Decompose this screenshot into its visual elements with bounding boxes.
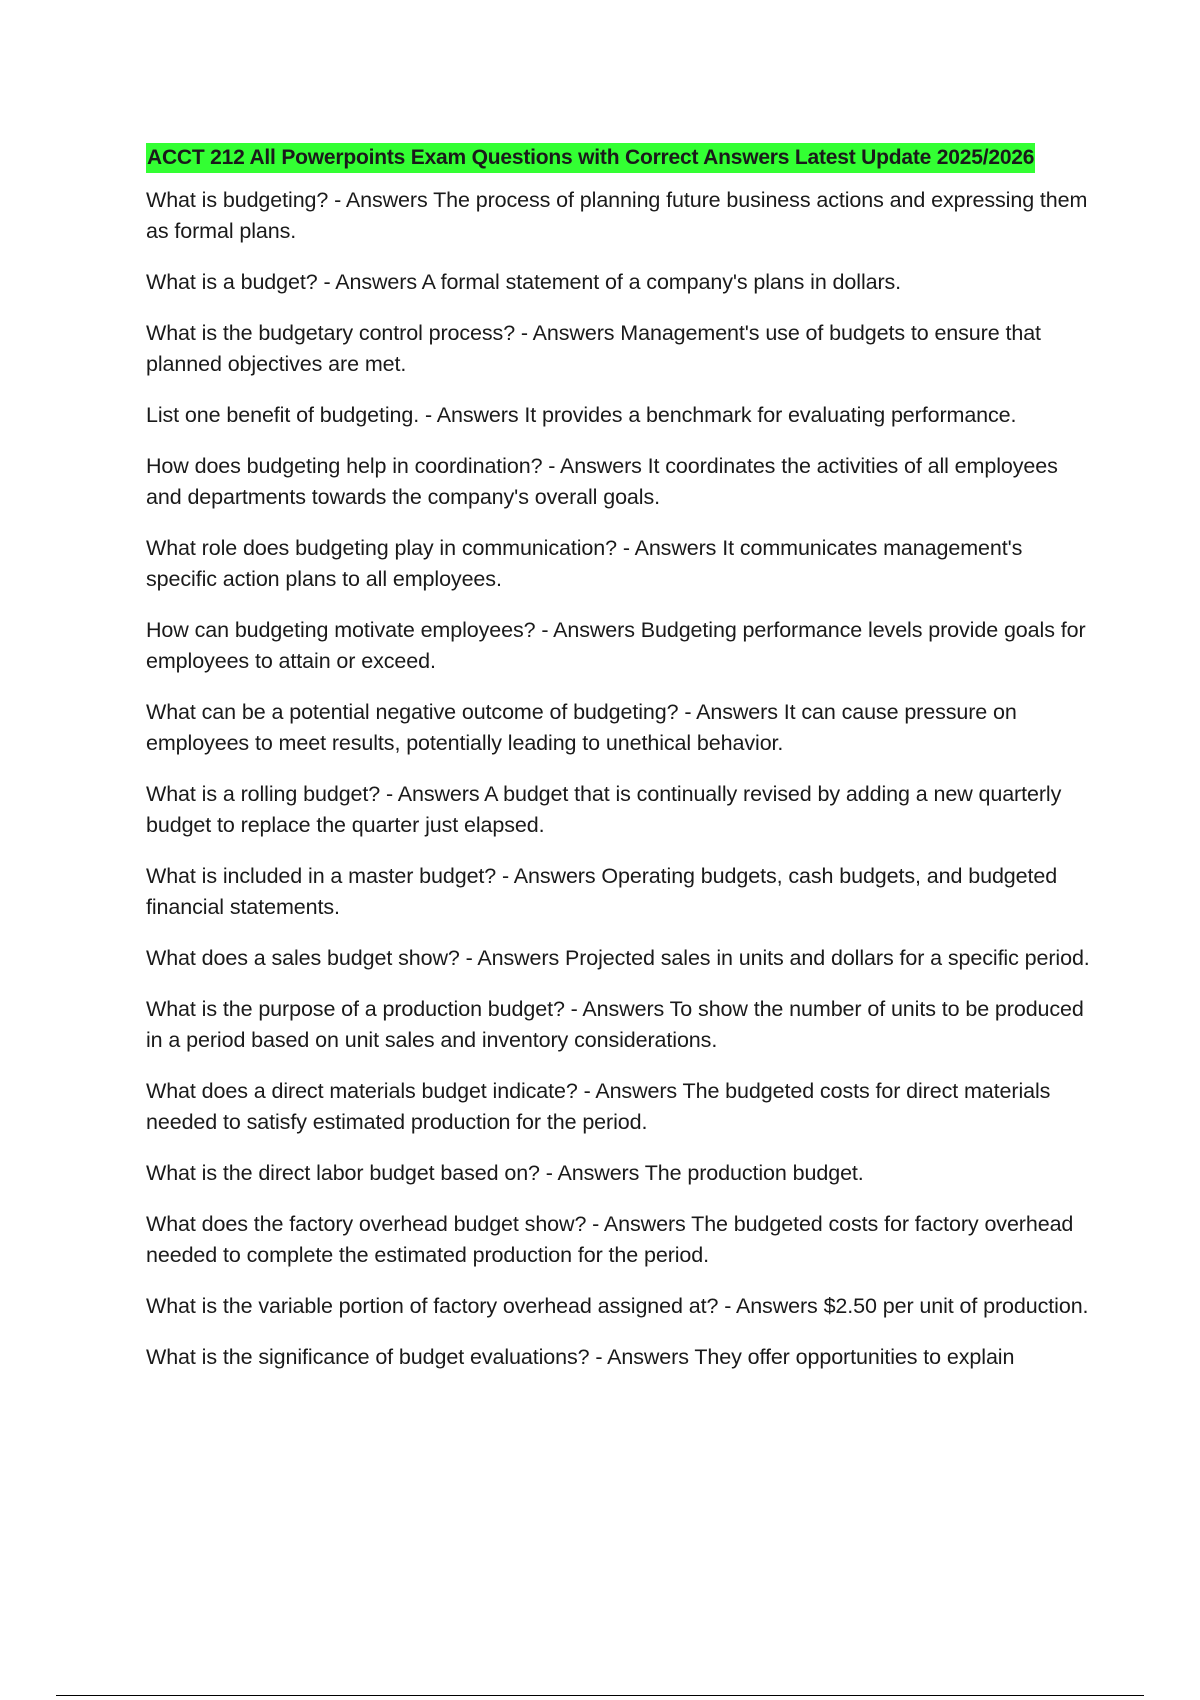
document-content [146,143,1096,1393]
qa-item: What is budgeting? - Answers The process of planning future business actions and expressing them as formal plans. [146,188,1088,243]
qa-item: What can be a potential negative outcome of budgeting? - Answers It can cause pressure on employees to meet results, potentially leading to unethical behavior. [146,700,1017,755]
qa-item: How can budgeting motivate employees? - Answers Budgeting performance levels provide goals for employees to attain or exceed. [146,618,1086,673]
qa-item: List one benefit of budgeting. - Answers It provides a benchmark for evaluating performance. [146,403,1017,427]
qa-item: What role does budgeting play in communication? - Answers It communicates management's specific action plans to all employees. [146,536,1023,591]
qa-item: What is the budgetary control process? - Answers Management's use of budgets to ensure that planned objectives are met. [146,321,1041,376]
qa-item: What is the purpose of a production budget? - Answers To show the number of units to be produced in a period based on unit sales and inventory considerations. [146,997,1084,1052]
qa-item: What is a budget? - Answers A formal statement of a company's plans in dollars. [146,270,902,294]
qa-item: What is included in a master budget? - Answers Operating budgets, cash budgets, and budgeted financial statements. [146,864,1058,919]
qa-item: How does budgeting help in coordination? - Answers It coordinates the activities of all employees and departments towards the company's overall goals. [146,454,1058,509]
qa-item: What does a sales budget show? - Answers Projected sales in units and dollars for a specific period. [146,946,1090,970]
qa-item: What is a rolling budget? - Answers A budget that is continually revised by adding a new quarterly budget to replace the quarter just elapsed. [146,782,1062,837]
qa-item: What is the significance of budget evaluations? - Answers They offer opportunities to explain [146,1345,1015,1369]
document-title: ACCT 212 All Powerpoints Exam Questions with Correct Answers Latest Update 2025/2026 [146,143,1035,173]
qa-item: What is the variable portion of factory overhead assigned at? - Answers $2.50 per unit of production. [146,1294,1089,1318]
qa-item: What does a direct materials budget indicate? - Answers The budgeted costs for direct materials needed to satisfy estimated production for the period. [146,1079,1051,1134]
qa-item: What does the factory overhead budget show? - Answers The budgeted costs for factory overhead needed to complete the estimated production for the period. [146,1212,1074,1267]
footer-divider [56,1695,1144,1696]
qa-item: What is the direct labor budget based on? - Answers The production budget. [146,1161,864,1185]
